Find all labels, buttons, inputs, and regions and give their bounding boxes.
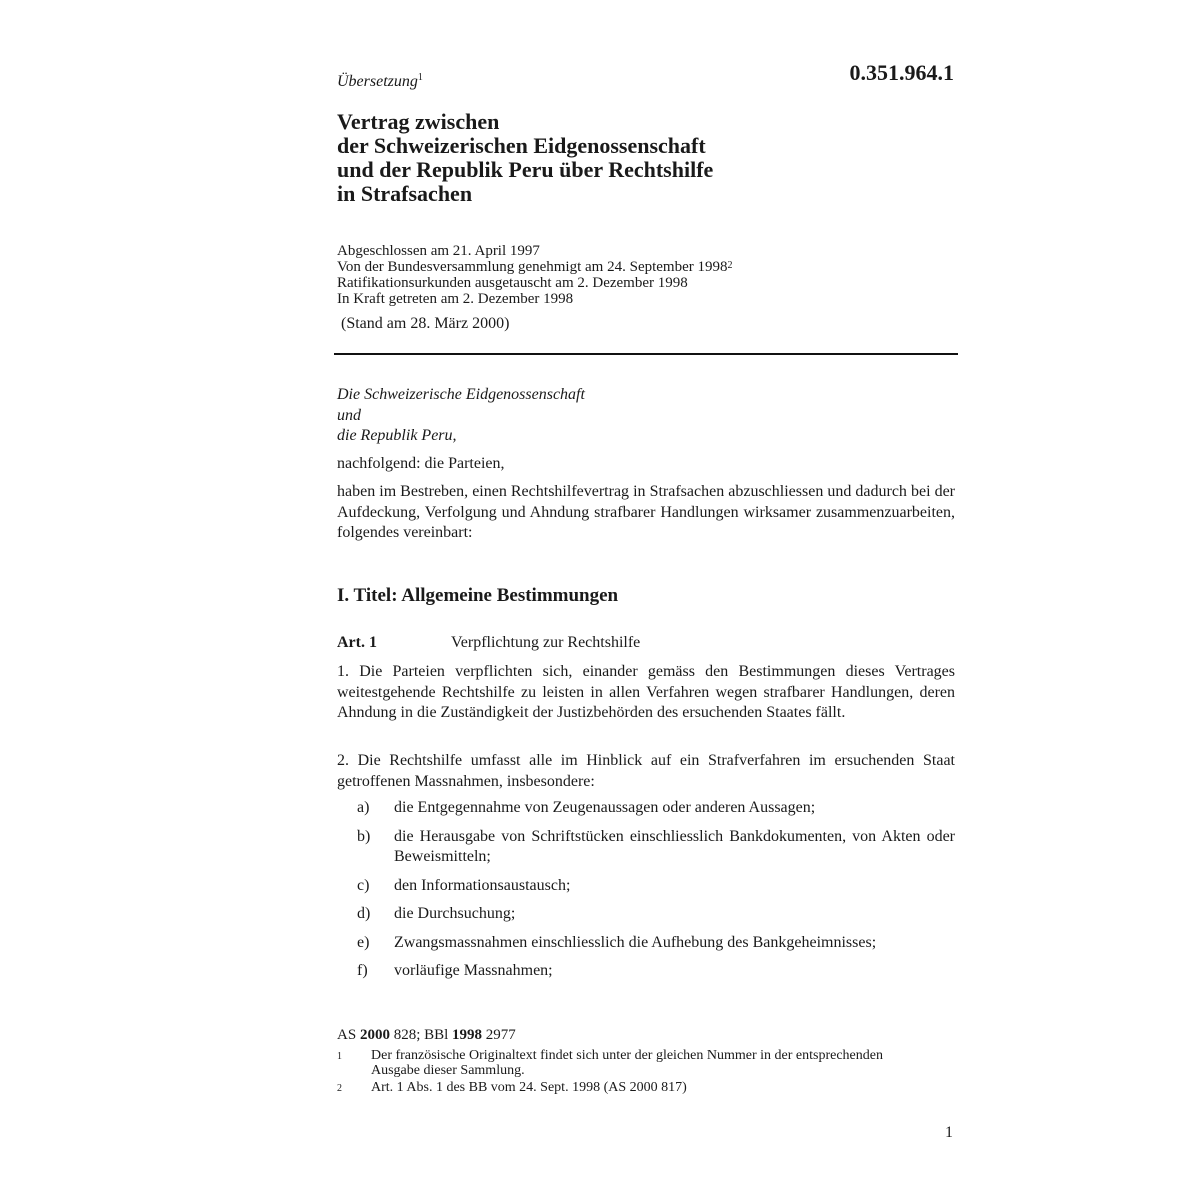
- article-title: Verpflichtung zur Rechtshilfe: [451, 634, 641, 651]
- in-force-date: In Kraft getreten am 2. Dezember 1998: [337, 291, 574, 307]
- official-reference: AS 2000 828; BBl 1998 2977: [337, 1027, 516, 1043]
- status-date: (Stand am 28. März 2000): [341, 315, 510, 332]
- footnote-ref-1[interactable]: 1: [417, 72, 423, 83]
- concluded-date: Abgeschlossen am 21. April 1997: [337, 243, 540, 259]
- document-title: [337, 110, 937, 206]
- title-line: und der Republik Peru über Rechtshilfe: [337, 157, 714, 182]
- sr-number: 0.351.964.1: [849, 60, 954, 85]
- article-paragraph-2: 2. Die Rechtshilfe umfasst alle im Hinblick auf ein Strafverfahren im ersuchenden Staat getroffenen Massnahmen, insbesondere:: [337, 752, 955, 790]
- treaty-dates: [337, 243, 733, 307]
- approved-date: Von der Bundesversammlung genehmigt am 24. September 1998$^2$: [337, 259, 733, 275]
- section-title: I. Titel: Allgemeine Bestimmungen: [337, 585, 619, 606]
- list-item: b) die Herausgabe von Schriftstücken einschliesslich Bankdokumenten, von Akten oder Beweismitteln;: [357, 827, 955, 865]
- list-item: f) vorläufige Massnahmen;: [357, 962, 553, 979]
- list-item: a) die Entgegennahme von Zeugenaussagen oder anderen Aussagen;: [357, 799, 816, 816]
- title-line: Vertrag zwischen: [337, 109, 500, 134]
- party-switzerland: Die Schweizerische Eidgenossenschaft: [337, 386, 585, 403]
- page-number: 1: [945, 1124, 953, 1141]
- document-page: [337, 0, 957, 1200]
- article-heading: [337, 634, 640, 652]
- contracting-parties: [337, 385, 585, 447]
- list-item: e) Zwangsmassnahmen einschliesslich die Aufhebung des Bankgeheimnisses;: [357, 933, 877, 951]
- party-peru: die Republik Peru,: [337, 427, 457, 444]
- preamble-intent: haben im Bestreben, einen Rechtshilfevertrag in Strafsachen abzuschliessen und dadurch bei der Aufdeckung, Verfolgung und Ahndung strafbarer Handlungen wirksamer zusammenzuarbeiten, folgendes vereinbart:: [337, 483, 955, 541]
- list-item: c) den Informationsaustausch;: [357, 876, 571, 894]
- title-line: der Schweizerischen Eidgenossenschaft: [337, 133, 706, 158]
- footnote-2: 2 Art. 1 Abs. 1 des BB vom 24. Sept. 1998 (AS 2000 817): [337, 1080, 687, 1095]
- article-paragraph-1: 1. Die Parteien verpflichten sich, einander gemäss den Bestimmungen dieses Vertrages weitestgehende Rechtshilfe zu leisten in allen Verfahren wegen strafbarer Handlungen, deren Ahndung in die Zuständigkeit der Justizbehörden des ersuchenden Staates fällt.: [337, 663, 955, 721]
- hereinafter-clause: nachfolgend: die Parteien,: [337, 455, 505, 472]
- party-conjunction: und: [337, 406, 361, 424]
- header-divider: [334, 353, 958, 355]
- footnote-ref-2[interactable]: 2: [727, 260, 733, 271]
- title-line: in Strafsachen: [337, 181, 473, 206]
- footnote-1: 1 Der französische Originaltext findet sich unter der gleichen Nummer in der entsprechenden Ausgabe dieser Sammlung.: [337, 1048, 883, 1078]
- translation-label: Übersetzung$^1$: [337, 72, 423, 90]
- measures-list: [337, 798, 955, 990]
- ratified-date: Ratifikationsurkunden ausgetauscht am 2. Dezember 1998: [337, 275, 688, 291]
- article-number: Art. 1: [337, 634, 377, 651]
- list-item: d) die Durchsuchung;: [357, 905, 516, 922]
